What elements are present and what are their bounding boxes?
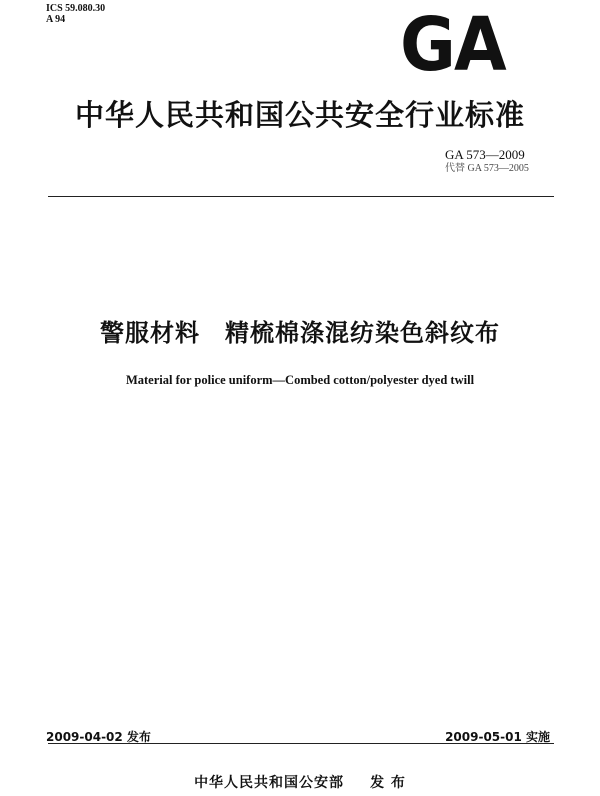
- standard-number-block: [445, 148, 529, 176]
- issue-date: 2009-04-02 发布: [46, 730, 151, 744]
- standard-number: GA 573—2009: [445, 147, 525, 162]
- bottom-divider: [48, 743, 554, 744]
- header-title: 中华人民共和国公共安全行业标准: [74, 98, 525, 132]
- ics-code: ICS 59.080.30: [46, 3, 106, 14]
- publisher-action: 发 布: [370, 775, 406, 791]
- ccs-code: A 94: [46, 14, 66, 25]
- document-title-zh: 警服材料 精梳棉涤混纺染色斜纹布: [100, 319, 500, 347]
- top-divider: [48, 196, 554, 197]
- implementation-date: 2009-05-01 实施: [445, 730, 550, 744]
- document-title-en: Material for police uniform—Combed cotton/polyester dyed twill: [125, 373, 475, 387]
- replaces-standard: 代替 GA 573—2005: [445, 163, 529, 174]
- classification-codes: [46, 3, 105, 25]
- publisher-line: [0, 772, 600, 792]
- publisher-name: 中华人民共和国公安部: [194, 775, 345, 791]
- ga-logo: GA: [400, 2, 505, 88]
